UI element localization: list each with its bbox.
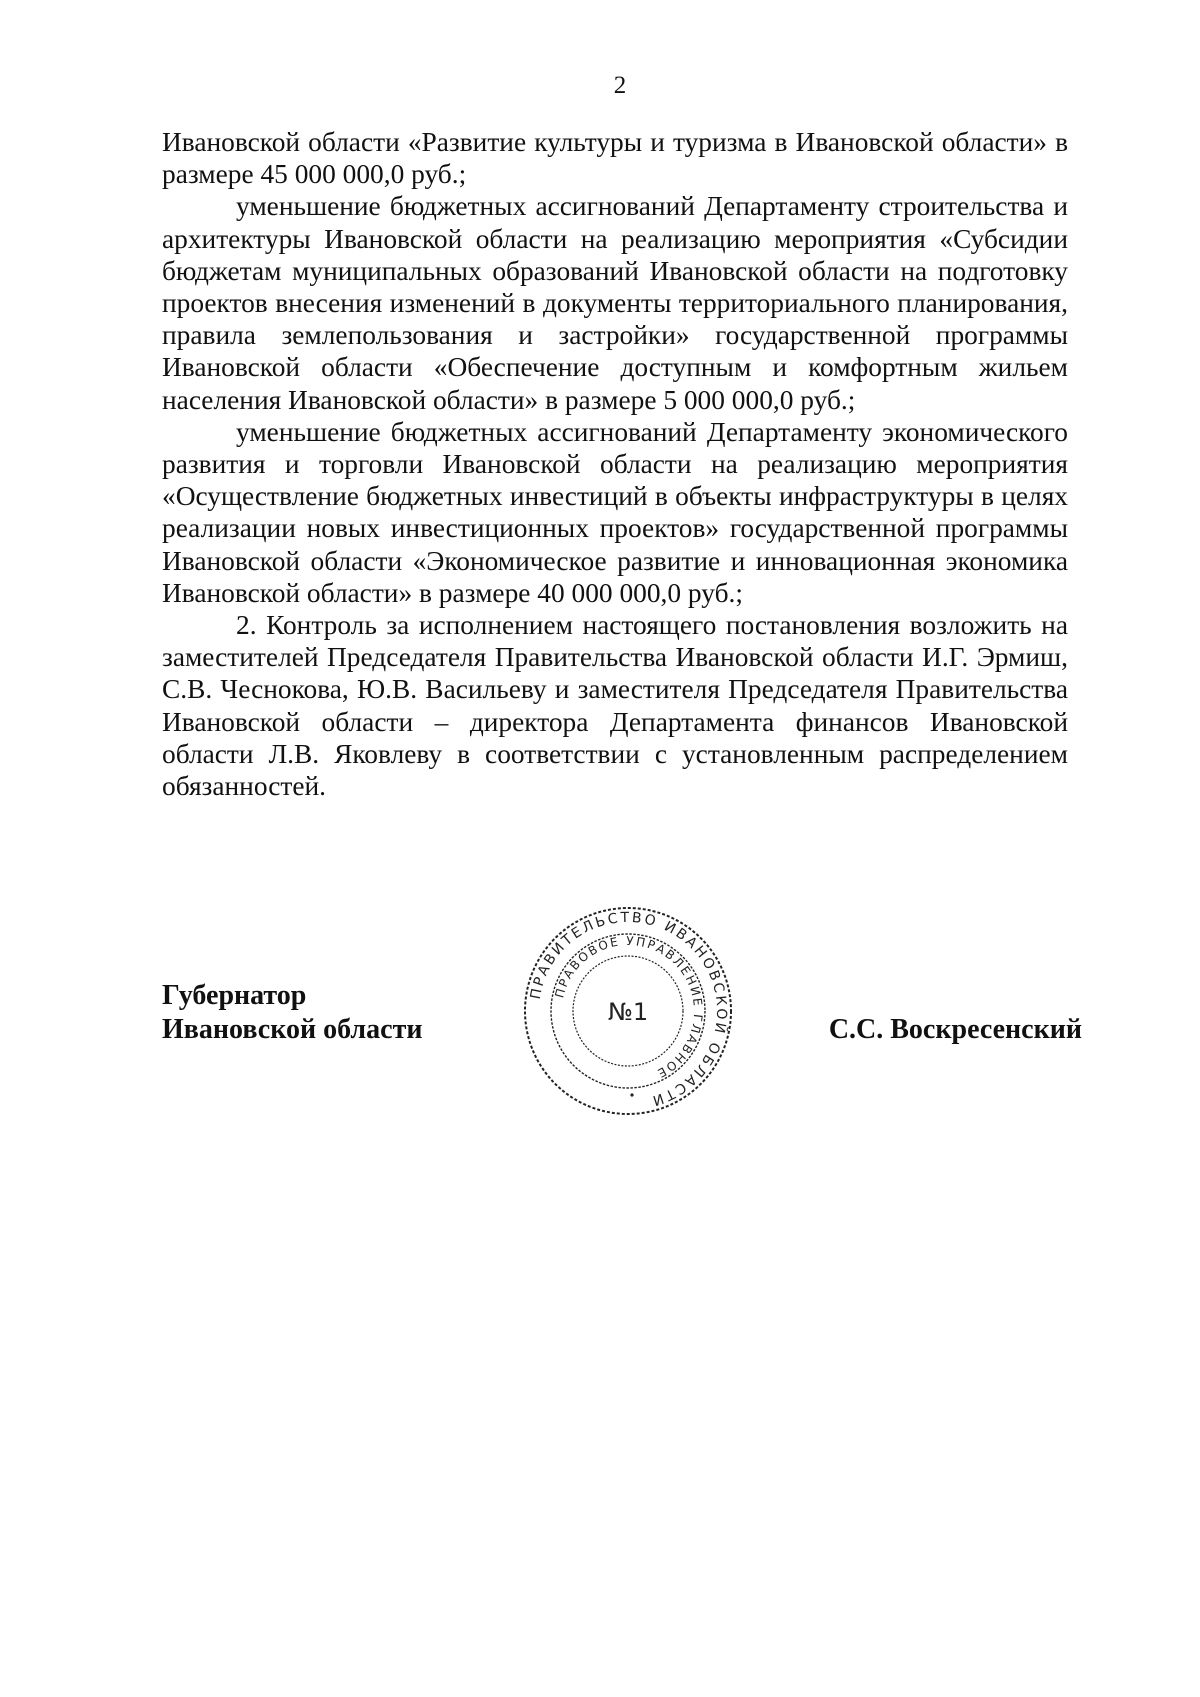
- signatory-position: [162, 979, 422, 1047]
- paragraph-culture-tourism: Ивановской области «Развитие культуры и туризма в Ивановской области» в размере 45 000 000,0 руб.;: [162, 127, 1068, 190]
- seal-dot: [630, 1093, 633, 1096]
- seal-outer-text: ПРАВИТЕЛЬСТВО ИВАНОВСКОЙ ОБЛАСТИ: [527, 909, 730, 1109]
- seal-inner-text: ПРАВОВОЕ УПРАВЛЕНИЕ ГЛАВНОЕ: [552, 933, 706, 1082]
- paragraph-control: 2. Контроль за исполнением настоящего постановления возложить на заместителей Председателя Правительства Ивановской области И.Г. Эрмиш, С.В. Чеснокова, Ю.В. Васильеву и заместителя Председателя Правительства Ивановской области – директора Департамента финансов Ивановской области Л.В. Яковлеву в соответствии с установленным распределением обязанностей.: [162, 610, 1068, 802]
- document-body: [162, 126, 1068, 802]
- paragraph-economic-reduction: уменьшение бюджетных ассигнований Департаменту экономического развития и торговли Ивановской области на реализацию мероприятия «Осуществление бюджетных инвестиций в объекты инфраструктуры в целях реализации новых инвестиционных проектов» государственной программы Ивановской области «Экономическое развитие и инновационная экономика Ивановской области» в размере 40 000 000,0 руб.;: [162, 416, 1068, 608]
- position-region: Ивановской области: [162, 1014, 423, 1045]
- position-title: Губернатор: [162, 980, 307, 1011]
- signatory-name: С.С. Воскресенский: [828, 1014, 1082, 1045]
- paragraph-construction-reduction: уменьшение бюджетных ассигнований Департаменту строительства и архитектуры Ивановской области на реализацию мероприятия «Субсидии бюджетам муниципальных образований Ивановской области на подготовку проектов внесения изменений в документы территориального планирования, правила землепользования и застройки» государственной программы Ивановской области «Обеспечение доступным и комфортным жильем населения Ивановской области» в размере 5 000 000,0 руб.;: [162, 191, 1068, 415]
- page-number: 2: [613, 72, 627, 99]
- official-seal: [522, 905, 734, 1117]
- seal-center-number: №1: [607, 998, 649, 1026]
